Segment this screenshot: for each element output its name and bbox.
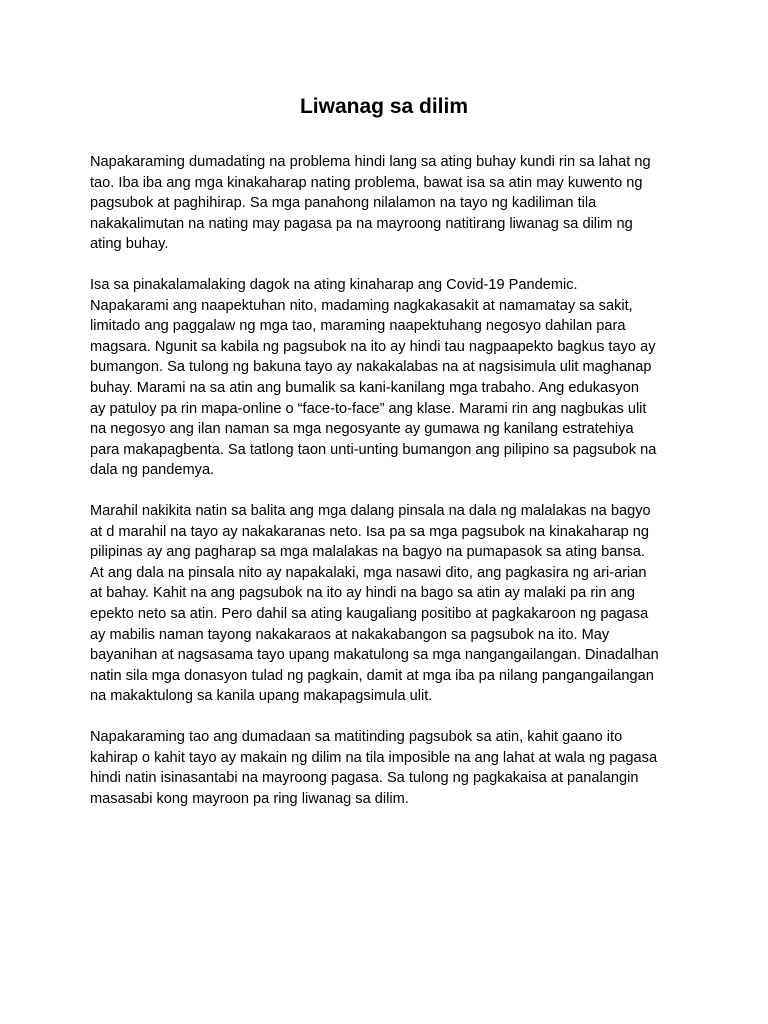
paragraph-line: kahirap o kahit tayo ay makain ng dilim na tila imposible na ang lahat at wala ng pagasa xyxy=(90,749,658,766)
paragraph-line: dala ng pandemya. xyxy=(90,462,215,479)
paragraph-2 xyxy=(90,275,690,481)
document-title: Liwanag sa dilim xyxy=(299,95,469,118)
paragraph-line: Napakaraming tao ang dumadaan sa matitinding pagsubok sa atin, kahit gaano ito xyxy=(90,729,623,745)
paragraph-line: magsara. Ngunit sa kabila ng pagsubok na ito ay hindi tau nagpaapekto bagkus tayo ay xyxy=(90,338,656,355)
paragraph-line: hindi natin isinasantabi na mayroong pagasa. Sa tulong ng pagkakaisa at panalangin xyxy=(90,770,639,787)
paragraph-line: pagsubok at paghihirap. Sa mga panahong nilalamon na tayo ng kadiliman tila xyxy=(90,195,597,212)
paragraph-line: na negosyo ang ilan naman sa mga negosyante ay gumawa ng kanilang estratehiya xyxy=(90,421,634,438)
paragraph-line: At ang dala na pinsala nito ay napakalaki, mga nasawi dito, ang pagkasira ng ari-arian xyxy=(90,564,647,581)
paragraph-3 xyxy=(90,501,690,707)
paragraph-line: masasabi kong mayroon pa ring liwanag sa dilim. xyxy=(90,790,409,807)
paragraph-line: epekto neto sa atin. Pero dahil sa ating kaugaliang positibo at pagkakaroon ng pagasa xyxy=(90,605,649,622)
paragraph-line: natin sila mga donasyon tulad ng pagkain, damit at mga iba pa nilang pangangailangan xyxy=(90,667,654,684)
paragraph-line: para makapagbenta. Sa tatlong taon unti-unting bumangon ang pilipino sa pagsubok na xyxy=(90,441,657,458)
paragraph-line: bayanihan at nagsasama tayo upang makatulong sa mga nangangailangan. Dinadalhan xyxy=(90,647,659,664)
paragraph-line: ay mabilis naman tayong nakakaraos at nakakabangon sa pagsubok na ito. May xyxy=(90,626,610,643)
paragraph-line: nakakalimutan na nating may pagasa pa na mayroong natitirang liwanag sa dilim ng xyxy=(90,215,633,232)
paragraph-line: ating buhay. xyxy=(90,236,169,253)
paragraph-line: na makaktulong sa kanila upang makapagsimula ulit. xyxy=(90,688,433,705)
paragraph-4 xyxy=(90,727,690,809)
paragraph-1 xyxy=(90,152,690,255)
paragraph-line: Isa sa pinakalamalaking dagok na ating kinaharap ang Covid-19 Pandemic. xyxy=(90,277,578,293)
paragraph-line: tao. Iba iba ang mga kinakaharap nating problema, bawat isa sa atin may kuwento ng xyxy=(90,174,643,191)
paragraph-line: Napakarami ang naapektuhan nito, madaming nagkakasakit at namamatay sa sakit, xyxy=(90,297,633,314)
paragraph-line: at bahay. Kahit na ang pagsubok na ito ay hindi na bago sa atin ay malaki pa rin ang xyxy=(90,585,635,602)
paragraph-line: Napakaraming dumadating na problema hindi lang sa ating buhay kundi rin sa lahat ng xyxy=(90,154,651,170)
paragraph-line: buhay. Marami na sa atin ang bumalik sa kani-kanilang mga trabaho. Ang edukasyon xyxy=(90,379,639,396)
paragraph-line: bumangon. Sa tulong ng bakuna tayo ay nakakalabas na at nagsisimula ulit maghanap xyxy=(90,359,652,376)
paragraph-line: limitado ang paggalaw ng mga tao, maraming naapektuhang negosyo dahilan para xyxy=(90,318,626,335)
paragraph-line: pilipinas ay ang pagharap sa mga malalakas na bagyo na pumapasok sa ating bansa. xyxy=(90,544,645,561)
paragraph-line: at d marahil na tayo ay nakakaranas neto. Isa pa sa mga pagsubok na kinakaharap ng xyxy=(90,523,649,540)
paragraph-line: Marahil nakikita natin sa balita ang mga dalang pinsala na dala ng malalakas na bagyo xyxy=(90,503,651,519)
paragraph-line: ay patuloy pa rin mapa-online o “face-to-face” ang klase. Marami rin ang nagbukas ulit xyxy=(90,400,647,417)
